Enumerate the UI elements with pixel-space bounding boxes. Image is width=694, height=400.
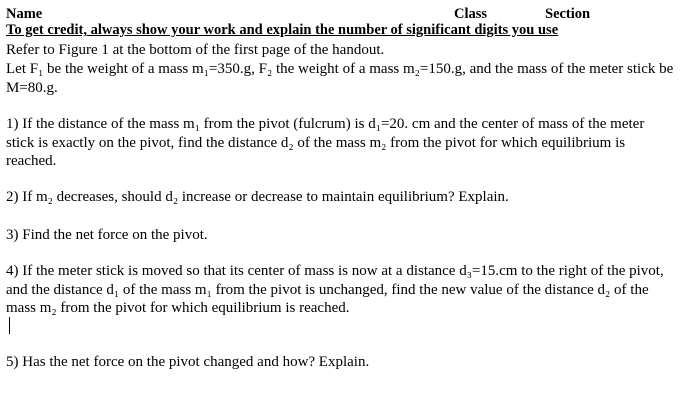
text-cursor xyxy=(9,317,10,334)
class-label: Class xyxy=(454,6,488,22)
question-4[interactable]: 4) If the meter stick is moved so that its center of mass is now at a distance d₃=15.cm to the right of the pivot, and the distance d₁ of the mass m₁ from the pivot is unchanged, find the new value of the distance d₂ of the mass m₂ from the pivot for which equilibrium is reached. xyxy=(6,263,664,316)
question-5[interactable]: 5) Has the net force on the pivot changed and how? Explain. xyxy=(6,354,370,370)
credit-instruction: To get credit, always show your work and explain the number of significant digits you use xyxy=(6,22,559,38)
section-label: Section xyxy=(545,6,591,22)
refer-line[interactable]: Refer to Figure 1 at the bottom of the first page of the handout. xyxy=(6,42,385,58)
name-label: Name xyxy=(6,6,43,22)
question-2[interactable]: 2) If m₂ decreases, should d₂ increase or decrease to maintain equilibrium? Explain. xyxy=(6,189,509,205)
setup-paragraph[interactable]: Let F₁ be the weight of a mass m₁=350.g, F₂ the weight of a mass m₂=150.g, and the mass of the meter stick be M=80.g. xyxy=(6,61,674,96)
question-1[interactable]: 1) If the distance of the mass m₁ from the pivot (fulcrum) is d₁=20. cm and the center of mass of the meter stick is exactly on the pivot, find the distance d₂ of the mass m₂ from the pivot for which equilibrium is reached. xyxy=(6,116,645,169)
question-3[interactable]: 3) Find the net force on the pivot. xyxy=(6,227,208,243)
